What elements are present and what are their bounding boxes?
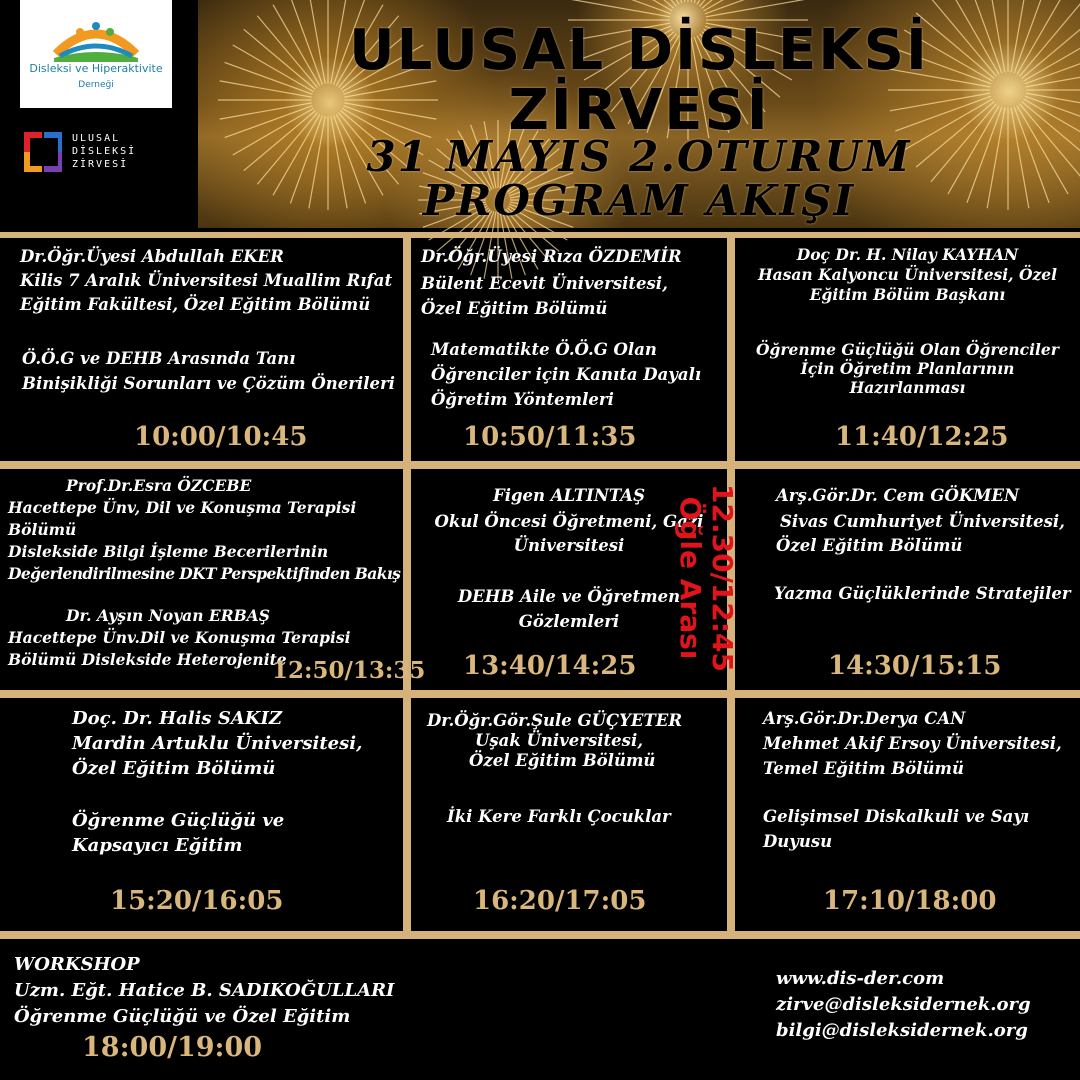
talk-title: DEHB Aile ve Öğretmen bbox=[457, 587, 681, 606]
title-line-4: PROGRAM AKIŞI bbox=[422, 176, 856, 225]
workshop-speaker: Uzm. Eğt. Hatice B. SADIKOĞULLARI bbox=[14, 980, 395, 1001]
summit-logo-text bbox=[72, 132, 136, 171]
session-r1c2 bbox=[411, 238, 727, 461]
summit-line-3: ZİRVESİ bbox=[72, 159, 129, 170]
affiliation: Temel Eğitim Bölümü bbox=[763, 759, 964, 778]
speaker-name: Doç Dr. H. Nilay KAYHAN bbox=[796, 245, 1019, 264]
grid-line bbox=[0, 461, 1080, 469]
session-r2c3 bbox=[766, 469, 1080, 690]
talk-title: Binişikliği Sorunları ve Çözüm Önerileri bbox=[22, 374, 395, 393]
association-logo bbox=[20, 0, 172, 108]
workshop-label: WORKSHOP bbox=[14, 954, 140, 975]
talk-title: Gözlemleri bbox=[518, 612, 620, 631]
affiliation: Özel Eğitim Bölümü bbox=[421, 299, 608, 318]
session-time: 16:20/17:05 bbox=[473, 886, 647, 916]
session-r3c2 bbox=[411, 698, 727, 931]
speaker-name: Doç. Dr. Halis SAKIZ bbox=[72, 708, 282, 729]
affiliation: Eğitim Fakültesi, Özel Eğitim Bölümü bbox=[20, 295, 371, 314]
talk-title: Öğretim Yöntemleri bbox=[431, 390, 614, 409]
grid-line bbox=[0, 931, 1080, 939]
speaker-name: Dr. Ayşın Noyan ERBAŞ bbox=[66, 606, 270, 625]
talk-title: Ö.Ö.G ve DEHB Arasında Tanı bbox=[22, 349, 296, 368]
title-line-1: ULUSAL DİSLEKSİ bbox=[349, 18, 929, 83]
talk-title: Duyusu bbox=[763, 832, 833, 851]
session-r1c3 bbox=[735, 238, 1080, 461]
session-r1c1 bbox=[0, 238, 403, 461]
session-time: 12:50/13:35 bbox=[272, 657, 426, 684]
affiliation: Özel Eğitim Bölümü bbox=[469, 751, 656, 770]
title-line-3: 31 MAYIS 2.OTURUM bbox=[366, 132, 912, 181]
talk-title: Öğrenme Güçlüğü Olan Öğrenciler bbox=[756, 340, 1059, 359]
talk-title: Öğrenme Güçlüğü ve bbox=[72, 810, 285, 831]
lunch-time: 12.30/12:45 bbox=[706, 484, 739, 672]
lunch-label: Öğle Arası bbox=[674, 496, 707, 660]
session-time: 10:00/10:45 bbox=[134, 422, 308, 452]
affiliation: Mehmet Akif Ersoy Üniversitesi, bbox=[763, 734, 1062, 753]
association-name: Disleksi ve Hiperaktivite bbox=[29, 62, 163, 75]
speaker-name: Prof.Dr.Esra ÖZCEBE bbox=[66, 476, 252, 495]
talk-title: Matematikte Ö.Ö.G Olan bbox=[431, 340, 657, 359]
session-time: 13:40/14:25 bbox=[463, 651, 637, 681]
session-time: 17:10/18:00 bbox=[823, 886, 997, 916]
affiliation: Hasan Kalyoncu Üniversitesi, Özel bbox=[757, 265, 1058, 284]
session-time: 14:30/15:15 bbox=[828, 651, 1002, 681]
affiliation: Hacettepe Ünv, Dil ve Konuşma Terapisi bbox=[8, 498, 357, 517]
header bbox=[0, 0, 1080, 232]
talk-title: Dislekside Bilgi İşleme Becerilerinin bbox=[8, 542, 329, 561]
speaker-name: Dr.Öğr.Üyesi Rıza ÖZDEMİR bbox=[421, 247, 682, 266]
email-link[interactable]: bilgi@disleksidernek.org bbox=[776, 1020, 1028, 1041]
talk-title: Yazma Güçlüklerinde Stratejiler bbox=[774, 584, 1071, 603]
summit-line-2: DİSLEKSİ bbox=[72, 146, 137, 157]
talk-title: Öğrenciler için Kanıta Dayalı bbox=[431, 365, 702, 384]
association-sub: Derneği bbox=[78, 80, 114, 90]
lunch-break-text bbox=[674, 484, 738, 672]
summit-mark-icon bbox=[22, 130, 66, 174]
session-r2c1 bbox=[0, 469, 426, 690]
speaker-name: Arş.Gör.Dr.Derya CAN bbox=[763, 709, 966, 728]
session-time: 11:40/12:25 bbox=[835, 422, 1009, 452]
affiliation: Hacettepe Ünv.Dil ve Konuşma Terapisi bbox=[8, 628, 351, 647]
talk-title: Gelişimsel Diskalkuli ve Sayı bbox=[763, 807, 1030, 826]
talk-title: Bölümü Dislekside Heterojenite bbox=[8, 650, 287, 669]
affiliation: Özel Eğitim Bölümü bbox=[776, 536, 963, 555]
affiliation: Uşak Üniversitesi, bbox=[475, 731, 643, 750]
affiliation: Kilis 7 Aralık Üniversitesi Muallim Rıfat bbox=[20, 271, 393, 290]
speaker-name: Dr.Öğr.Üyesi Abdullah EKER bbox=[20, 247, 284, 266]
session-time: 15:20/16:05 bbox=[110, 886, 284, 916]
summit-logo bbox=[22, 128, 182, 176]
talk-title: Kapsayıcı Eğitim bbox=[72, 835, 243, 856]
affiliation: Sivas Cumhuriyet Üniversitesi, bbox=[780, 512, 1065, 531]
speaker-name: Dr.Öğr.Gör.Şule GÜÇYETER bbox=[427, 711, 683, 730]
affiliation: Okul Öncesi Öğretmeni, Gazi bbox=[434, 512, 704, 531]
summit-line-1: ULUSAL bbox=[72, 133, 121, 144]
talk-title: Değerlendirilmesine DKT Perspektifinden Bakış bbox=[8, 564, 401, 583]
title-line-2: ZİRVESİ bbox=[508, 78, 770, 143]
title-banner bbox=[198, 0, 1080, 228]
talk-title: İki Kere Farklı Çocuklar bbox=[447, 807, 671, 826]
speaker-name: Figen ALTINTAŞ bbox=[493, 486, 645, 505]
talk-title: İçin Öğretim Planlarının bbox=[800, 359, 1015, 378]
affiliation: Bülent Ecevit Üniversitesi, bbox=[421, 274, 668, 293]
workshop-time: 18:00/19:00 bbox=[82, 1032, 263, 1063]
talk-title: Hazırlanması bbox=[849, 378, 966, 397]
workshop-topic: Öğrenme Güçlüğü ve Özel Eğitim bbox=[14, 1006, 351, 1027]
session-r3c1 bbox=[0, 698, 403, 931]
email-link[interactable]: zirve@disleksidernek.org bbox=[776, 994, 1031, 1015]
affiliation: Üniversitesi bbox=[513, 536, 625, 555]
session-r3c3 bbox=[735, 698, 1080, 931]
affiliation: Eğitim Bölüm Başkanı bbox=[809, 285, 1006, 304]
affiliation: Mardin Artuklu Üniversitesi, bbox=[72, 733, 363, 754]
speaker-name: Arş.Gör.Dr. Cem GÖKMEN bbox=[776, 486, 1020, 505]
session-time: 10:50/11:35 bbox=[463, 422, 637, 452]
affiliation: Özel Eğitim Bölümü bbox=[72, 758, 276, 779]
family-logo-icon bbox=[50, 6, 142, 62]
contact-info bbox=[776, 966, 1031, 1044]
workshop bbox=[14, 952, 394, 1061]
lunch-break bbox=[636, 478, 776, 678]
grid-line bbox=[403, 232, 411, 939]
affiliation: Bölümü bbox=[8, 520, 77, 539]
grid-line bbox=[0, 690, 1080, 698]
website-link[interactable]: www.dis-der.com bbox=[776, 968, 945, 989]
